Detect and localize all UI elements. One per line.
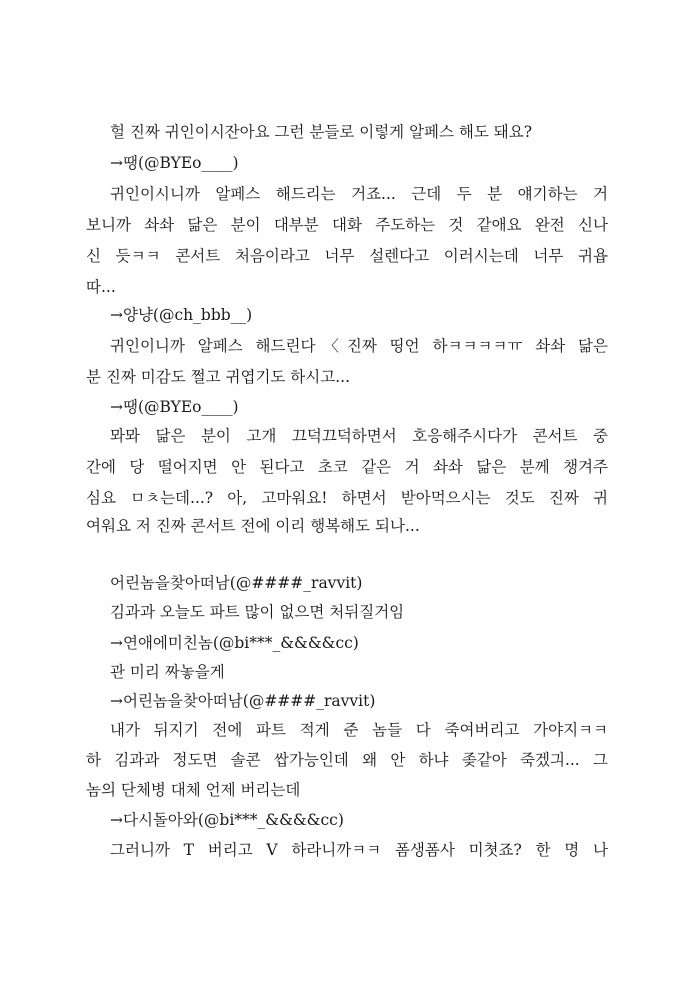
reply-author: →다시돌아와(@bi***_&&&&cc) <box>110 811 344 829</box>
reply-author: →어린놈을찾아떠남(@####_ravvit) <box>110 692 376 710</box>
post-text: 내가 뒤지기 전에 파트 적게 준 놈들 다 죽여버리고 가야지ㅋㅋ <box>110 721 608 739</box>
post-text: 관 미리 짜놓을게 <box>110 663 225 681</box>
post-text: 뫄뫄 닮은 분이 고개 끄덕끄덕하면서 호응해주시다가 콘서트 중 <box>110 427 608 445</box>
reply-author: →양냥(@ch_bbb__) <box>110 306 253 324</box>
post-text: 헐 진짜 귀인이시잔아요 그런 분들로 이렇게 알페스 해도 돼요? <box>110 123 533 141</box>
post-text: 귀인이시니까 알페스 해드리는 거죠... 근데 두 분 얘기하는 거 <box>110 185 608 203</box>
post-text: 따... <box>86 278 116 296</box>
post-text: 보니까 솨솨 닮은 분이 대부분 대화 주도하는 것 같애요 완전 신나 <box>86 216 608 234</box>
reply-author: →땡(@BYEo____) <box>110 398 239 416</box>
post-text: 김과과 오늘도 파트 많이 없으면 처뒤질거임 <box>110 603 405 621</box>
post-text: 귀인이니까 알페스 해드린다〈진짜 띵언 하ㅋㅋㅋㅋㅠ 솨솨 닮은 <box>110 337 608 355</box>
reply-author: →연애에미친놈(@bi***_&&&&cc) <box>110 634 359 652</box>
reply-author: →땡(@BYEo____) <box>110 154 239 172</box>
post-text: 신 듯ㅋㅋ 콘서트 처음이라고 너무 설렌다고 이러시는데 너무 귀욥 <box>86 247 608 265</box>
post-text: 그러니까 T 버리고 V 하라니까ㅋㅋ 폼생폼사 미쳣죠? 한 명 나 <box>110 841 608 859</box>
post-text: 간에 당 떨어지면 안 된다고 초코 같은 거 솨솨 닮은 분께 챙겨주 <box>86 458 608 476</box>
post-text: 심요 ㅁㅊ는데...? 아, 고마워요! 하면서 받아먹으시는 것도 진짜 귀 <box>86 489 608 507</box>
post-text: 놈의 단체병 대체 언제 버리는데 <box>86 781 301 799</box>
post-author: 어린놈을찾아떠남(@####_ravvit) <box>110 574 363 592</box>
post-text: 분 진짜 미감도 쩔고 귀엽기도 하시고... <box>86 368 351 386</box>
post-text: 하 김과과 정도면 솔콘 쌉가능인데 왜 안 하냐 좆같아 죽겠긔... 그 <box>86 751 608 769</box>
post-text: 여워요 저 진짜 콘서트 전에 이리 행복해도 되나... <box>86 517 420 535</box>
